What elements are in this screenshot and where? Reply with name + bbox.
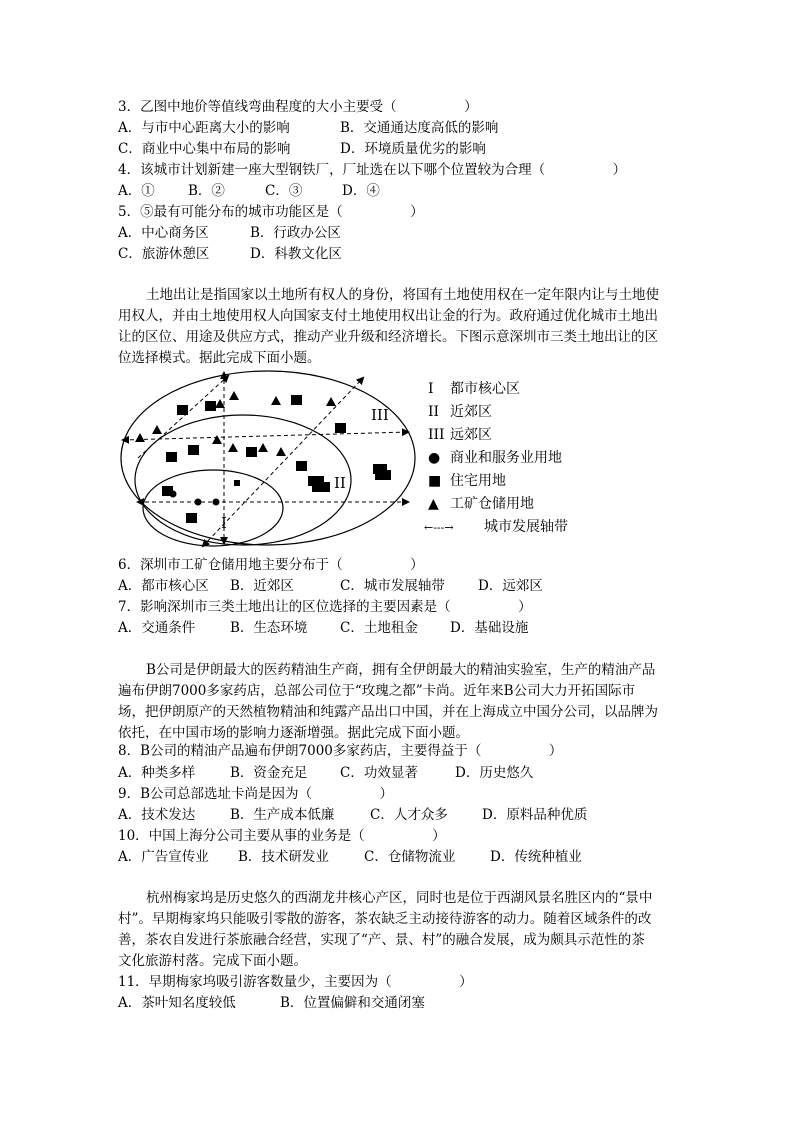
passage-3-line-4: 依托，在中国市场的影响力逐渐增强。据此完成下面小题。 xyxy=(118,725,469,741)
q3-option-c: C．商业中心集中布局的影响 xyxy=(118,141,291,157)
q9-option-b: B．生产成本低廉 xyxy=(230,807,335,823)
q7-option-a: A．交通条件 xyxy=(118,620,196,636)
passage-2-line-4: 位选择模式。据此完成下面小题。 xyxy=(118,350,321,366)
q5-option-d: D．科教文化区 xyxy=(250,246,342,262)
question-9-stem: 9．B公司总部选址卡尚是因为（ ） xyxy=(118,786,394,802)
question-6-stem: 6．深圳市工矿仓储用地主要分布于（ ） xyxy=(118,557,424,573)
label-iii: III xyxy=(371,406,389,424)
passage-4-line-2: 村”。早期梅家坞只能吸引零散的游客，茶农缺乏主动接待游客的动力。随着区域条件的改 xyxy=(118,911,652,927)
industrial-triangle xyxy=(276,447,286,456)
industrial-triangle xyxy=(229,391,239,400)
residential-square xyxy=(335,423,346,433)
square-icon: ■ xyxy=(428,473,442,489)
residential-square-small xyxy=(234,480,240,486)
q4-option-b: B．② xyxy=(188,183,225,199)
residential-square xyxy=(186,513,197,523)
q8-option-a: A．种类多样 xyxy=(118,765,196,781)
legend-text: 住宅用地 xyxy=(450,473,506,489)
legend-text: 远郊区 xyxy=(450,427,492,443)
question-3-stem: 3．乙图中地价等值线弯曲程度的大小主要受（ ） xyxy=(118,99,478,115)
question-4-stem: 4．该城市计划新建一座大型钢铁厂，厂址选在以下哪个位置较为合理（ ） xyxy=(118,162,627,178)
industrial-land-triangles xyxy=(135,391,336,456)
q6-option-a: A．都市核心区 xyxy=(118,578,209,594)
legend-text: 都市核心区 xyxy=(450,381,520,397)
legend-symbol: II xyxy=(428,404,440,420)
q3-option-a: A．与市中心距离大小的影响 xyxy=(118,120,290,136)
question-10-stem: 10．中国上海分公司主要从事的业务是（ ） xyxy=(118,828,446,844)
commercial-dot xyxy=(213,499,220,506)
commercial-dot xyxy=(170,491,177,498)
legend-symbol: III xyxy=(428,427,445,443)
core-ring xyxy=(143,470,283,546)
dot-icon: ● xyxy=(428,450,441,466)
industrial-triangle xyxy=(212,435,222,444)
q10-option-c: C．仓储物流业 xyxy=(364,849,456,865)
q10-option-a: A．广告宣传业 xyxy=(118,849,209,865)
passage-2-line-3: 让的区位、用途及供应方式，推动产业升级和经济增长。下图示意深圳市三类土地出让的区 xyxy=(118,329,658,345)
q10-option-b: B．技术研发业 xyxy=(238,849,329,865)
q8-option-b: B．资金充足 xyxy=(230,765,308,781)
q7-option-b: B．生态环境 xyxy=(230,620,308,636)
passage-4-line-4: 文化旅游村落。完成下面小题。 xyxy=(118,953,307,969)
q6-option-c: C．城市发展轴带 xyxy=(340,578,445,594)
q9-option-a: A．技术发达 xyxy=(118,807,196,823)
q5-option-c: C．旅游休憩区 xyxy=(118,246,210,262)
outer-suburb-ring xyxy=(121,371,415,545)
question-5-stem: 5．⑤最有可能分布的城市功能区是（ ） xyxy=(118,204,424,220)
residential-square xyxy=(188,445,199,455)
triangle-icon: ▲ xyxy=(428,496,439,512)
residential-square xyxy=(296,461,307,471)
residential-cluster xyxy=(308,476,330,492)
industrial-triangle xyxy=(152,425,162,434)
residential-square xyxy=(166,452,177,462)
q6-option-d: D．远郊区 xyxy=(478,578,543,594)
q3-option-b: B．交通通达度高低的影响 xyxy=(340,120,499,136)
land-transfer-zone-diagram xyxy=(118,368,418,548)
residential-cluster xyxy=(373,464,391,480)
legend-symbol: I xyxy=(428,381,434,397)
q11-option-a: A．茶叶知名度较低 xyxy=(118,995,236,1011)
legend-item-commercial xyxy=(428,447,562,469)
q4-option-c: C．③ xyxy=(265,183,303,199)
residential-square xyxy=(177,405,188,415)
industrial-triangle xyxy=(326,397,336,406)
industrial-triangle xyxy=(135,433,145,442)
residential-square xyxy=(205,401,216,411)
q9-option-d: D．原料品种优质 xyxy=(482,807,588,823)
legend-item-outer-suburb xyxy=(428,424,492,446)
passage-2-line-2: 用权人，并由土地使用权人向国家支付土地使用权出让金的行为。政府通过优化城市土地出 xyxy=(118,308,658,324)
q5-option-a: A．中心商务区 xyxy=(118,225,209,241)
q8-option-d: D．历史悠久 xyxy=(455,765,534,781)
legend-text: 商业和服务业用地 xyxy=(450,450,562,466)
passage-2-line-1: 土地出让是指国家以土地所有权人的身份，将国有土地使用权在一定年限内让与土地使 xyxy=(146,287,659,303)
q4-option-d: D．④ xyxy=(342,183,380,199)
q5-option-b: B．行政办公区 xyxy=(250,225,341,241)
passage-3-line-1: B公司是伊朗最大的医药精油生产商，拥有全伊朗最大的精油实验室，生产的精油产品 xyxy=(146,662,656,678)
q10-option-d: D．传统种植业 xyxy=(490,849,582,865)
q11-option-b: B．位置偏僻和交通闭塞 xyxy=(280,995,425,1011)
question-11-stem: 11．早期梅家坞吸引游客数量少，主要因为（ ） xyxy=(118,974,473,990)
passage-4-line-3: 善，茶农自发进行茶旅融合经营，实现了“产、景、村”的融合发展，成为颇具示范性的茶 xyxy=(118,932,645,948)
passage-4-line-1: 杭州梅家坞是历史悠久的西湖龙井核心产区，同时也是位于西湖风景名胜区内的“景中 xyxy=(146,890,653,906)
question-8-stem: 8．B公司的精油产品遍布伊朗7000多家药店，主要得益于（ ） xyxy=(118,743,563,759)
legend-text: 工矿仓储用地 xyxy=(450,496,534,512)
industrial-triangle xyxy=(271,396,281,405)
q9-option-c: C．人才众多 xyxy=(370,807,448,823)
industrial-triangle xyxy=(228,443,238,452)
q7-option-c: C．土地租金 xyxy=(340,620,418,636)
commercial-dot xyxy=(195,499,202,506)
industrial-triangle xyxy=(258,443,268,452)
legend-item-core xyxy=(428,378,520,400)
passage-3-line-3: 场，把伊朗原产的天然植物精油和纯露产品出口中国，并在上海成立中国分公司，以品牌为 xyxy=(118,704,658,720)
legend-item-industrial xyxy=(428,493,534,515)
q4-option-a: A．① xyxy=(118,183,155,199)
residential-square xyxy=(246,447,257,457)
legend-item-axis xyxy=(424,516,568,539)
legend-item-near-suburb xyxy=(428,401,492,423)
question-7-stem: 7．影响深圳市三类土地出让的区位选择的主要因素是（ ） xyxy=(118,599,532,615)
dashed-arrow-icon: ←---→ xyxy=(424,521,454,534)
axis-diagonal-ne xyxy=(203,378,363,546)
commercial-land-dots xyxy=(170,491,220,506)
passage-3-line-2: 遍布伊朗7000多家药店，总部公司位于“玫瑰之都”卡尚。近年来B公司大力开拓国际市 xyxy=(118,683,636,699)
q8-option-c: C．功效显著 xyxy=(340,765,418,781)
q6-option-b: B．近郊区 xyxy=(230,578,294,594)
legend-text: 近郊区 xyxy=(450,404,492,420)
q3-option-d: D．环境质量优劣的影响 xyxy=(340,141,486,157)
label-i: I xyxy=(221,514,227,532)
label-ii: II xyxy=(334,474,346,492)
legend-item-residential xyxy=(428,470,506,492)
q7-option-d: D．基础设施 xyxy=(450,620,529,636)
residential-square xyxy=(291,395,302,405)
legend-text: 城市发展轴带 xyxy=(484,519,568,535)
